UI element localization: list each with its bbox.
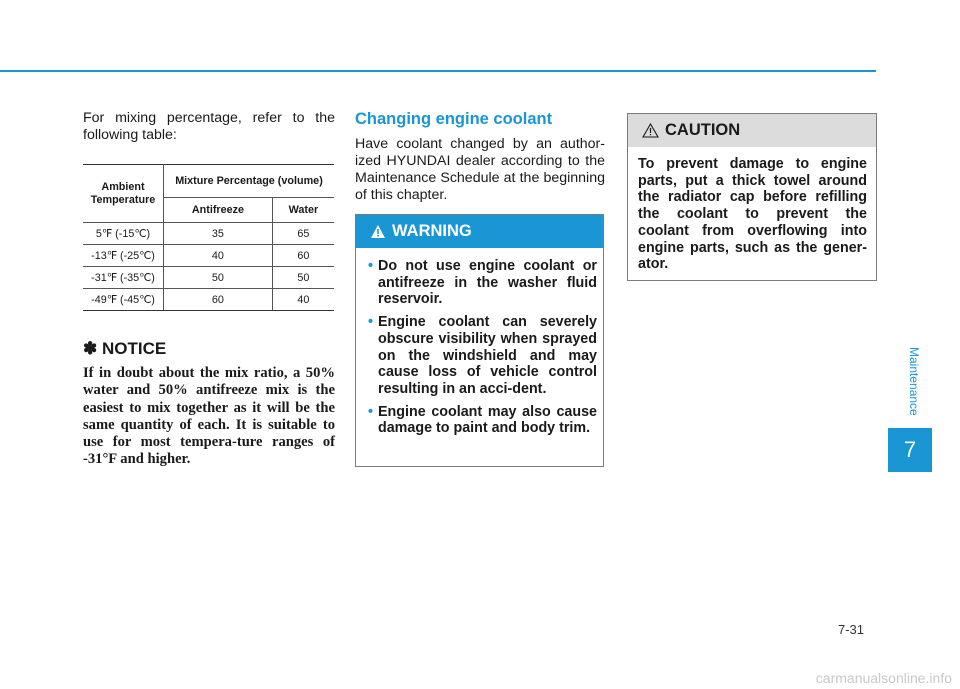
warning-item-text: Engine coolant can severely obscure visibility when sprayed on the windshield and may cause loss of vehicle control resulting in an acci-dent. (378, 314, 597, 397)
section-body: Have coolant changed by an author-ized HYUNDAI dealer according to the Maintenance Schedule at the beginning of this chapter. (355, 136, 605, 203)
mixture-table (83, 164, 334, 311)
warning-title: WARNING (392, 222, 472, 240)
caution-icon (642, 123, 659, 138)
table-cell: 40 (272, 289, 334, 311)
list-item (368, 314, 597, 398)
left-column (83, 110, 335, 469)
table-row (83, 267, 334, 289)
section-heading: Changing engine coolant (355, 110, 553, 128)
list-item (368, 404, 597, 437)
header-rule (0, 70, 876, 72)
table-cell: -49℉ (-45℃) (83, 289, 164, 311)
table-row (83, 289, 334, 311)
table-cell: 40 (164, 245, 273, 267)
warning-box (355, 214, 604, 467)
bullet-icon: • (368, 258, 374, 274)
page-number: 7-31 (838, 622, 865, 637)
warning-icon (370, 224, 386, 239)
table-row (83, 245, 334, 267)
table-cell: 60 (272, 245, 334, 267)
warning-item-text: Do not use engine coolant or antifreeze in the washer fluid reservoir. (378, 258, 597, 308)
chapter-tab: 7 (888, 428, 932, 472)
table-header-mixture: Mixture Percentage (volume) (164, 165, 335, 198)
watermark: carmanualsonline.info (815, 670, 952, 686)
middle-column (355, 110, 605, 204)
caution-box (627, 113, 877, 281)
notice-title: ✽ NOTICE (83, 339, 167, 358)
chapter-side-label: Maintenance (907, 346, 921, 416)
table-header-temperature: Ambient Temperature (83, 165, 164, 223)
table-cell: -13℉ (-25℃) (83, 245, 164, 267)
table-cell: 5℉ (-15℃) (83, 223, 164, 245)
warning-list (356, 258, 603, 437)
list-item (368, 258, 597, 308)
table-cell: -31℉ (-35℃) (83, 267, 164, 289)
table-row (83, 223, 334, 245)
caution-header (628, 114, 876, 147)
caution-title: CAUTION (665, 121, 741, 139)
intro-text: For mixing percentage, refer to the following table: (83, 110, 335, 143)
table-header-water: Water (272, 198, 334, 223)
bullet-icon: • (368, 314, 374, 331)
warning-header (356, 215, 603, 248)
table-cell: 50 (164, 267, 273, 289)
warning-item-text: Engine coolant may also cause damage to paint and body trim. (378, 403, 597, 437)
table-cell: 50 (272, 267, 334, 289)
table-cell: 35 (164, 223, 273, 245)
table-cell: 60 (164, 289, 273, 311)
table-header-antifreeze: Antifreeze (164, 198, 273, 223)
bullet-icon: • (368, 403, 374, 420)
notice-body: If in doubt about the mix ratio, a 50% water and 50% antifreeze mix is the easiest to mix together as it will be the same quantity of each. It is suitable to use for most tempera-ture ranges of -31°F and higher. (83, 365, 335, 468)
caution-body: To prevent damage to engine parts, put a thick towel around the radiator cap before refilling the coolant to prevent the coolant from overflowing into engine parts, such as the gener-ator. (638, 156, 867, 273)
table-cell: 65 (272, 223, 334, 245)
